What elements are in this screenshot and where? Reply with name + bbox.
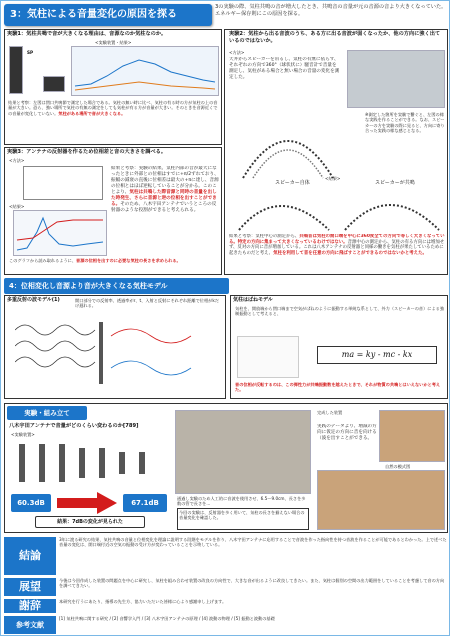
exp4-mid-text: 通過し実験のため人工的に音波を使用させ、6.5～9.0cm、長さを多数の管で長さを...: [177, 496, 306, 506]
exp4-subtitle: 八木宇田アンテナで音量がどのくらい変わるのか[789]: [9, 423, 139, 429]
exp1-graph-curve: [71, 46, 219, 96]
sec4-formula: ma = ky - mc - kx: [317, 346, 437, 364]
exp1-sp-label: SP: [27, 50, 34, 55]
exp3-box: [4, 147, 222, 275]
exp3-text: [111, 166, 219, 256]
exp3-result: <結果>: [9, 204, 25, 209]
exp4-right-caption: 自然の模式図: [385, 464, 411, 469]
exp1-red: 気柱がある場所で音が大きくなる。: [58, 110, 126, 116]
exp2-result: <結果>: [325, 176, 341, 181]
conclusion-text: 3年に渡る研究の結果、気柱共鳴の音量と位相変化を理論に説明する段階をモデルを作り、八木宇田アンテナに応用することで音波を作った指向性を持つ音波を作ることが可能であるとわかった。上で述べた音量の変化は、開口端付近の空気の振動の受け方が変わっていることを示唆している。: [59, 537, 447, 548]
exp3-title: 実験3：アンテナの反射器を作るため位相差と音の大きさを調べる。: [7, 149, 167, 155]
sec4-spring-diagram: [237, 336, 299, 378]
sec4-title: 4：位相変化し音源より音が大きくなる気柱モデル: [4, 278, 229, 294]
outlook-text: 今後は今回作成した装置の問題点を中心に研究し、気柱を組み合わせ装置の改良の方向性で、大きな音が出るように改良してきたい。また、気柱は個別の空間の出力範囲をしていることを考慮して音の方向を調べてきたい。: [59, 578, 445, 589]
exp4-diagram: [9, 438, 169, 488]
thanks-text: 本研究を行うにあたり、指導の先生方、協力いただいた皆様に心より感謝申し上げます。: [59, 599, 227, 604]
exp4-right-text: 完成した装置: [317, 410, 343, 415]
exp3-graph-curve: [13, 210, 107, 256]
sec4-right-red: 音の位相が反転するのは、この弾性力が共鳴振動数を越えたときで、それが物質の共鳴とはいえないかと考えた。: [235, 382, 441, 393]
exp1-desc: 結果と考察：左図は閉口共鳴節で測定した場合である。気柱の無い時に比べ、気柱の有る時の方が気柱の上の音量が大きい。恐ら、強い場所で気柱の有無の測定をしても気柱が有る方が音量が大きい。そのときを音源近くでの音量が変化していない。: [8, 100, 218, 116]
exp3-method: <方法>: [9, 158, 25, 163]
intro-text: 3の実験の際、気柱共鳴の音が増大したとき、共鳴音の音量が元の音源の音より大きくなっていた。エネルギー保存則にこの原因を探る。: [215, 4, 447, 17]
exp2-cap2: スピーカーが共鳴: [375, 180, 415, 186]
exp4-value-right: 67.1dB: [123, 494, 167, 512]
refs-text: [1] 気柱共鳴に関する研究 / [2] 音響学入門 / [3] 八木宇田アンテナの原理 / [4] 波動の物理 / [5] 振動と波動の基礎: [59, 616, 275, 621]
exp4-photo-bottom: [317, 470, 445, 530]
exp2-red: 共鳴音は気柱の開口端を中心に360度全ての方向で等しく大きくなっている。特定の方向に集まって大きくなっているわけではない。: [229, 234, 445, 245]
exp2-method: <方法>: [229, 50, 245, 55]
exp4-box: [4, 403, 448, 533]
exp1-title: 実験1：気柱共鳴で音が大きくなる理由は、音源なのか気柱なのか。: [7, 31, 167, 37]
page-title: 3：気柱による音量変化の原因を探る: [4, 4, 212, 26]
sec4-left-box: [4, 295, 226, 399]
exp2-desc3: 音源中心の測定から、気柱の有る方向には増加せず、反対の方向に音が増加している。これは八木アンテナの反射器と同様の働きを気柱が果たしているために起きたものだと考え、: [229, 239, 445, 257]
exp1-box: [4, 29, 222, 145]
exp4-title: 実験・組み立て: [7, 406, 87, 420]
sec4-right-title: 気柱はばねモデル: [233, 297, 273, 303]
exp3-desc: 結果と考察：実験の結果、気柱内部の音が最大になったときに外部との位相はすでに+π/2ずれており、振幅の減衰の直後に位相差は最大の+πに達し、音源の位相とはほぼ逆転していることが分かる。このことより、: [111, 166, 219, 195]
sec4-left-desc: 開口部分での反射率、透過率がr、t、入射と反射にそれぞれ距離で位相がkだけ遅れる。: [75, 298, 219, 309]
exp3-caption-text: このグラフから読み取れるように、: [9, 258, 77, 263]
exp2-title: 実験2：気柱から出る音波のうち、ある方に出る音波が弱くなったか、他の方向に強く出ているのではないか。: [229, 31, 441, 44]
exp3-device: [23, 166, 103, 200]
exp4-right-text2: 実践のデータより、増減の方向に仮定の方向に音を向ける（波を出すことができる。: [317, 424, 377, 441]
exp4-result-caption: 結果：7dBの変化が見られた: [35, 516, 145, 528]
exp1-device-left: [9, 46, 23, 94]
sec4-right-text: 気柱を、開放端から閉口端まで空気がばねのように振動する単純な系として、外力（スピーカーの音）による強制振動として考えると、: [235, 306, 445, 317]
exp2-text: 天井からスピーカーを吊るし、気柱の有無に依らず、それぞれの方向で360°（球状状に）騒音計で音量を測定し、気柱がある場合と無い場合の音量の変化を測定した。: [229, 57, 340, 80]
exp4-photo-main: [175, 410, 311, 494]
exp2-desc2: 結果と考察：気柱中心の測定から、: [229, 234, 300, 239]
outlook-label: 展望: [4, 578, 56, 596]
exp3-caption: [9, 258, 219, 272]
conclusion-label: 結論: [4, 537, 56, 575]
exp4-photo-right: [379, 410, 445, 462]
exp1-device-right: [43, 76, 65, 92]
exp2-photo: [347, 50, 445, 108]
thanks-label: 謝辞: [4, 599, 56, 613]
exp2-result-text: [229, 234, 445, 274]
exp2-polar-left: [233, 114, 343, 184]
sec4-wave-diagram: [15, 316, 217, 396]
refs-label: 参考文献: [4, 616, 56, 634]
exp1-text: [8, 100, 220, 144]
exp2-polar-right: [229, 186, 445, 232]
exp4-arrow-icon: [57, 492, 117, 514]
exp3-caption-red: 音源の位相を出すのに必要な気柱の長さを求められる。: [76, 258, 181, 263]
exp3-red: 気柱は共鳴した際音源と同時の音量を出した時発生、さらに音源と逆の位相を出すことができる。: [111, 189, 217, 207]
exp2-red2: 気柱を利用して音を任意の方向に飛ばすことができるのではないかと考えた。: [273, 251, 427, 257]
exp4-value-left: 60.3dB: [11, 494, 51, 512]
exp3-desc2: そのため、八木宇田アンテナでいうところの反射器のような役割ができると考えられる。: [111, 201, 217, 213]
exp2-note: ※測定した箇所を実験で繋ぐと、左図の様な実践を作ることができる。なお、スピーカーの方を実験の際に見ると、方向に寄り合った実践の様な感じとなる。: [365, 112, 445, 134]
exp4-box-text: 今回の実験は、反射器を多く用いて、気柱の長さを揃えない場合の音量変化を確認した。: [177, 508, 309, 530]
exp2-box: [224, 29, 448, 275]
sec4-right-box: [230, 295, 448, 399]
exp4-result: <実験装置>: [11, 432, 35, 437]
exp1-subtitle: <実験装置・結果>: [95, 40, 132, 45]
exp2-cap1: スピーカー自体: [275, 180, 310, 186]
sec4-left-title: 多重反射の波モデル(1): [7, 297, 60, 303]
